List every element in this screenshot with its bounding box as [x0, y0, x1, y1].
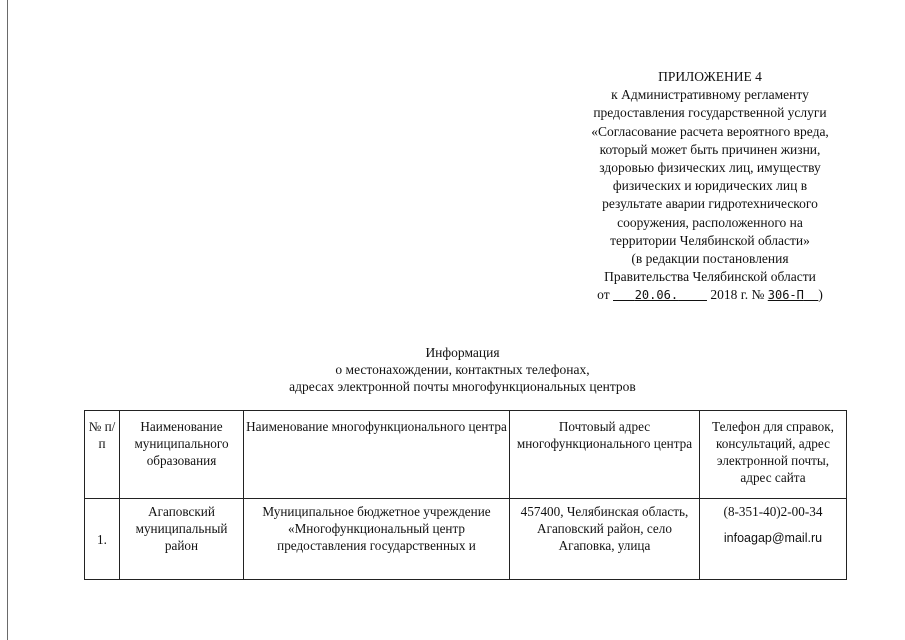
appendix-line: «Согласование расчета вероятного вреда,	[591, 123, 829, 139]
row-contacts	[700, 499, 847, 580]
resolution-date	[613, 288, 707, 302]
appendix-title: ПРИЛОЖЕНИЕ 4	[658, 69, 762, 84]
row-municipality: Агаповский муниципальный район	[120, 499, 244, 580]
appendix-line: результате аварии гидротехнического	[602, 196, 818, 212]
info-title: Информация	[425, 345, 500, 360]
row-center: Муниципальное бюджетное учреждение «Многофункциональный центр предоставления государственных и	[244, 499, 510, 580]
appendix-header	[560, 68, 860, 305]
mfc-table	[84, 410, 847, 580]
column-header-address: Почтовый адрес многофункционального центра	[510, 411, 700, 499]
table-header-row	[85, 411, 847, 499]
page-edge-line	[7, 0, 8, 640]
row-address: 457400, Челябинская область, Агаповский район, село Агаповка, улица	[510, 499, 700, 580]
appendix-line: Правительства Челябинской области	[604, 269, 816, 285]
appendix-line: здоровью физических лиц, имуществу	[599, 160, 821, 176]
column-header-municipality: Наименование муниципального образования	[120, 411, 244, 499]
info-heading	[160, 344, 765, 395]
resolution-number-value: 306-П	[767, 288, 804, 303]
appendix-line: сооружения, расположенного на	[617, 214, 803, 230]
row-number: 1.	[85, 499, 120, 580]
resolution-number-close: )	[818, 287, 823, 303]
column-header-center: Наименование многофункционального центра	[244, 411, 510, 499]
info-subtitle: адресах электронной почты многофункциональных центров	[289, 379, 636, 394]
column-header-contacts: Телефон для справок, консультаций, адрес электронной почты, адрес сайта	[700, 411, 847, 499]
resolution-year: 2018 г. №	[710, 287, 765, 303]
appendix-line: который может быть причинен жизни,	[599, 141, 821, 157]
appendix-date-line	[560, 286, 860, 304]
table-row	[85, 499, 847, 580]
appendix-line: предоставления государственной услуги	[593, 105, 827, 121]
info-subtitle: о местонахождении, контактных телефонах,	[335, 362, 590, 377]
row-email: infoagap@mail.ru	[723, 531, 823, 545]
date-prefix: от	[597, 287, 610, 303]
appendix-line: (в редакции постановления	[631, 251, 789, 267]
resolution-date-value: 20.06.	[634, 288, 679, 303]
resolution-number	[768, 288, 819, 302]
appendix-line: территории Челябинской области»	[610, 232, 810, 248]
appendix-line: физических и юридических лиц в	[612, 178, 808, 194]
row-phone: (8-351-40)2-00-34	[723, 504, 823, 519]
appendix-line: к Административному регламенту	[611, 87, 809, 103]
column-header-number: № п/п	[85, 411, 120, 499]
